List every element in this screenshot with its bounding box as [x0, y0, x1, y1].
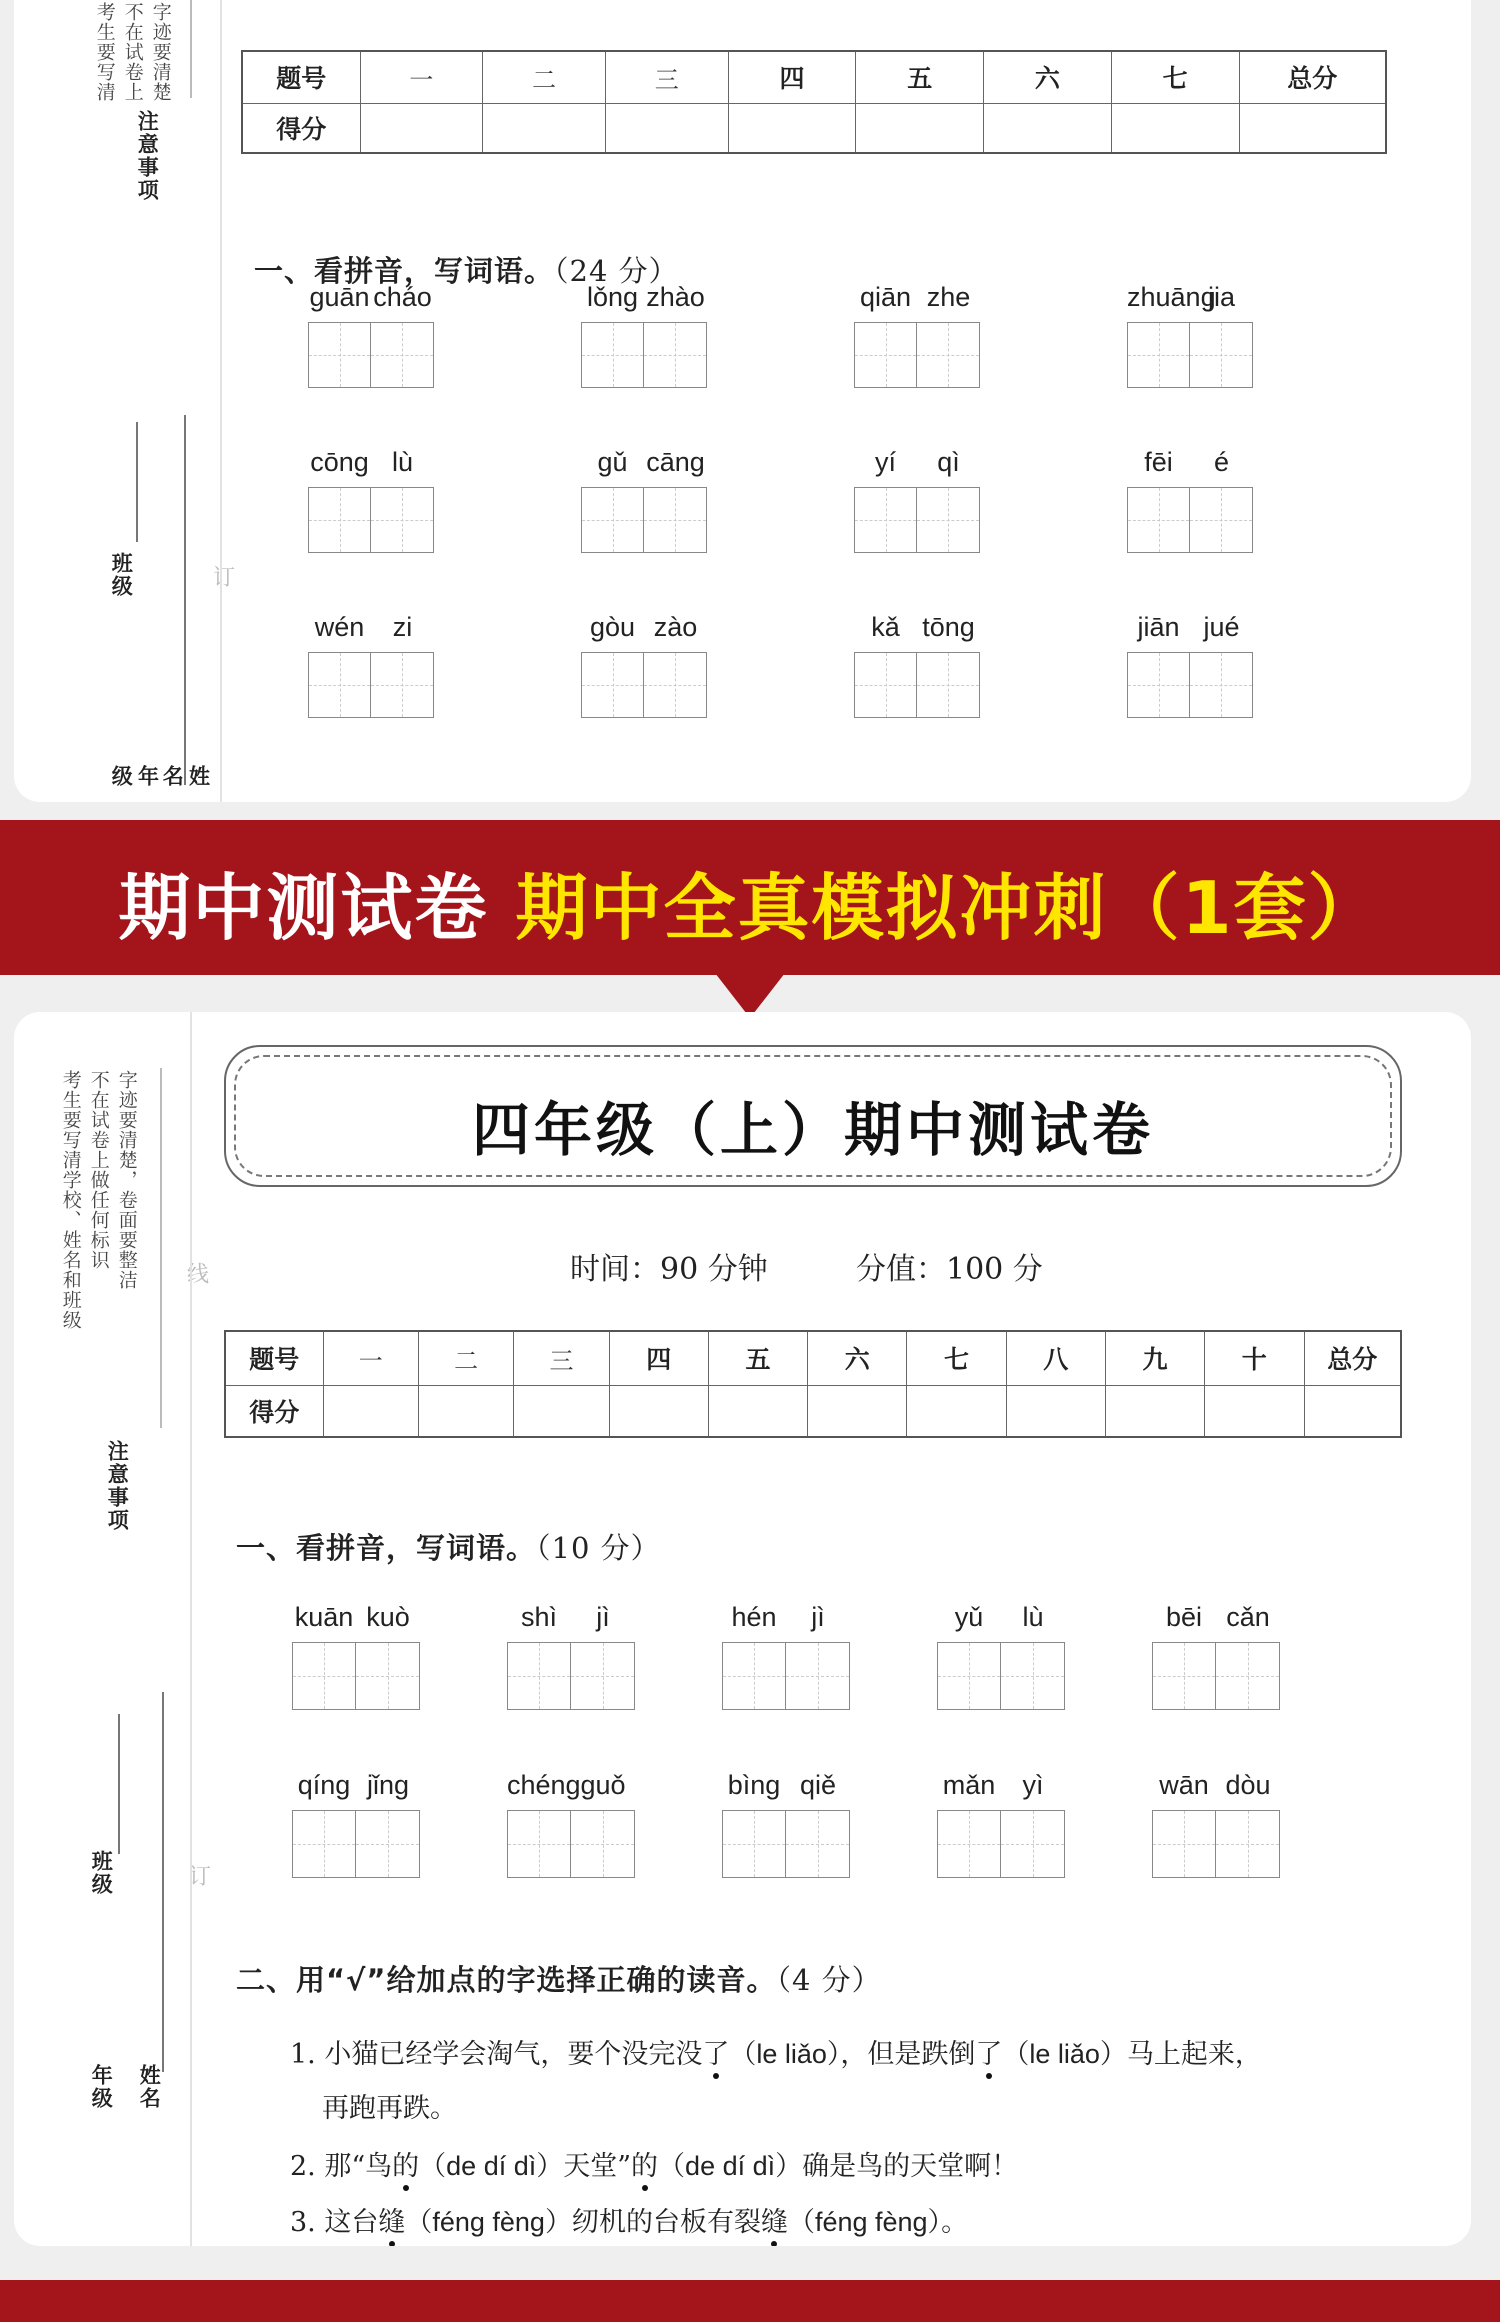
pinyin-word-box [581, 612, 707, 718]
writing-grid[interactable] [854, 487, 980, 553]
time-info: 时间：90 分钟 [570, 1252, 768, 1287]
title-frame [224, 1045, 1402, 1187]
score-table [241, 50, 1387, 154]
notice-divider [160, 1068, 162, 1428]
pinyin-syllable: zào [653, 612, 698, 642]
score-table [224, 1330, 1402, 1438]
pinyin-label [937, 1770, 1065, 1810]
section-1-title: 一、看拼音，写词语。（24 分） [254, 254, 679, 288]
score-cell [360, 103, 483, 153]
tian-zi-ge-cell[interactable] [1153, 1811, 1216, 1877]
pinyin-label [581, 447, 707, 487]
tian-zi-ge-cell[interactable] [1128, 323, 1190, 387]
pinyin-label [854, 282, 980, 322]
pinyin-label [507, 1602, 635, 1642]
pinyin-syllable: qiān [859, 282, 912, 312]
pinyin-syllable: mǎn [942, 1770, 996, 1800]
tian-zi-ge-cell[interactable] [855, 488, 917, 552]
xian-mark: 线 [183, 1262, 209, 1285]
writing-grid[interactable] [1152, 1642, 1280, 1710]
pinyin-syllable: tōng [922, 612, 975, 642]
tian-zi-ge-cell[interactable] [371, 653, 433, 717]
pinyin-label [1127, 282, 1253, 322]
tian-zi-ge-cell[interactable] [1216, 1643, 1279, 1709]
pinyin-syllable: gòu [589, 612, 636, 642]
pinyin-syllable: guǒ [580, 1770, 626, 1800]
notice-text-1: 考生要写清学校、姓名和班级 [59, 1070, 82, 1330]
tian-zi-ge-cell[interactable] [371, 323, 433, 387]
bottom-exam-paper [14, 1012, 1471, 2246]
table-header: 二 [418, 1331, 513, 1385]
pinyin-syllable: jiān [1137, 612, 1180, 642]
writing-grid[interactable] [937, 1642, 1065, 1710]
pinyin-syllable: shì [520, 1602, 558, 1632]
grade-label: 年级 [109, 765, 160, 788]
class-label: 班级 [89, 1850, 114, 1896]
class-label: 班级 [109, 552, 134, 598]
tian-zi-ge-cell[interactable] [917, 488, 979, 552]
table-header: 六 [984, 51, 1112, 103]
next-section-banner [0, 2280, 1500, 2322]
tian-zi-ge-cell[interactable] [309, 488, 371, 552]
pinyin-syllable: kuān [294, 1602, 354, 1632]
table-header: 六 [808, 1331, 907, 1385]
tian-zi-ge-cell[interactable] [1190, 653, 1252, 717]
name-label: 姓名 [137, 2064, 162, 2110]
tian-zi-ge-cell[interactable] [938, 1811, 1001, 1877]
question-1-option-a[interactable]: （le liǎo） [729, 2039, 841, 2069]
pinyin-syllable: dòu [1225, 1770, 1271, 1800]
pinyin-word-box [308, 612, 434, 718]
name-label: 姓名 [160, 765, 211, 788]
pinyin-word-box [581, 282, 707, 388]
tian-zi-ge-cell[interactable] [309, 653, 371, 717]
pinyin-label [308, 282, 434, 322]
pinyin-syllable: jué [1203, 612, 1240, 642]
pinyin-syllable: yì [1022, 1770, 1044, 1800]
tian-zi-ge-cell[interactable] [644, 653, 706, 717]
pinyin-syllable: kǎ [871, 612, 900, 642]
pinyin-syllable: é [1213, 447, 1230, 477]
tian-zi-ge-cell[interactable] [938, 1643, 1001, 1709]
pinyin-syllable: kuò [366, 1602, 410, 1632]
pinyin-word-box [1127, 447, 1253, 553]
score-value-info: 分值：100 分 [856, 1252, 1043, 1287]
banner-title [0, 850, 1500, 954]
score-cell [907, 1385, 1006, 1437]
pinyin-word-box [1152, 1770, 1280, 1878]
pinyin-syllable: bìng [727, 1770, 781, 1800]
pinyin-syllable: cāng [646, 447, 705, 477]
pinyin-word-box [854, 612, 980, 718]
table-header: 四 [609, 1331, 708, 1385]
score-cell [1105, 1385, 1204, 1437]
pinyin-syllable: wén [314, 612, 365, 642]
tian-zi-ge-cell[interactable] [371, 488, 433, 552]
pinyin-syllable: jia [1207, 282, 1235, 312]
tian-zi-ge-cell[interactable] [356, 1811, 419, 1877]
pinyin-label [507, 1770, 635, 1810]
score-cell [984, 103, 1112, 153]
question-2-option-a[interactable]: （de dí dì） [419, 2151, 564, 2181]
pinyin-syllable: qì [937, 447, 960, 477]
binding-strip [14, 0, 235, 802]
pinyin-syllable: yǔ [954, 1602, 984, 1632]
pinyin-word-box [1127, 282, 1253, 388]
pinyin-label [1152, 1602, 1280, 1642]
tian-zi-ge-cell[interactable] [786, 1811, 849, 1877]
notice-label: 注意事项 [105, 1440, 130, 1532]
table-header: 题号 [242, 51, 360, 103]
writing-grid[interactable] [1127, 322, 1253, 388]
pinyin-word-box [292, 1602, 420, 1710]
name-line [184, 415, 186, 785]
banner-white-text: 期中测试卷 [118, 866, 489, 950]
pinyin-syllable: guān [309, 282, 370, 312]
writing-grid[interactable] [507, 1642, 635, 1710]
notice-text-2: 不在试卷上做任何标识 [87, 1070, 110, 1270]
tian-zi-ge-cell[interactable] [1190, 323, 1252, 387]
pinyin-label [308, 612, 434, 652]
writing-grid[interactable] [308, 487, 434, 553]
ding-mark: 订 [209, 565, 235, 588]
writing-grid[interactable] [854, 652, 980, 718]
table-header: 题号 [225, 1331, 323, 1385]
pinyin-syllable: jǐng [366, 1770, 410, 1800]
pinyin-word-box [507, 1602, 635, 1710]
pinyin-word-box [1127, 612, 1253, 718]
question-1: 1. 小猫已经学会淘气，要个没完没了（le liǎo），但是跌倒了（le liǎo）马上起来， [290, 2039, 1262, 2070]
pinyin-syllable: qiě [799, 1770, 837, 1800]
pinyin-syllable: jì [596, 1602, 610, 1632]
pinyin-label [1152, 1770, 1280, 1810]
score-cell [856, 103, 984, 153]
pinyin-syllable: jì [811, 1602, 825, 1632]
score-cell [323, 1385, 418, 1437]
table-header: 总分 [1304, 1331, 1401, 1385]
pinyin-word-box [507, 1770, 635, 1878]
tian-zi-ge-cell[interactable] [571, 1811, 634, 1877]
pinyin-label [937, 1602, 1065, 1642]
score-cell [1239, 103, 1386, 153]
tian-zi-ge-cell[interactable] [855, 323, 917, 387]
pinyin-word-box [854, 447, 980, 553]
notice-text-3: 字迹要清楚，卷面要整洁 [115, 1070, 138, 1290]
tian-zi-ge-cell[interactable] [508, 1643, 571, 1709]
pinyin-word-box [581, 447, 707, 553]
table-header: 八 [1006, 1331, 1105, 1385]
pinyin-word-box [854, 282, 980, 388]
binding-rule [190, 1012, 192, 2246]
grade-label: 年级 [89, 2064, 114, 2110]
pinyin-word-box [722, 1770, 850, 1878]
tian-zi-ge-cell[interactable] [508, 1811, 571, 1877]
writing-grid[interactable] [1127, 652, 1253, 718]
pinyin-word-box [722, 1602, 850, 1710]
pinyin-word-box [308, 447, 434, 553]
tian-zi-ge-cell[interactable] [644, 323, 706, 387]
pinyin-label [854, 612, 980, 652]
score-row-label: 得分 [225, 1385, 323, 1437]
pinyin-syllable: bēi [1165, 1602, 1203, 1632]
section-1-title: 一、看拼音，写词语。（10 分） [236, 1531, 661, 1565]
score-cell [483, 103, 606, 153]
score-cell [418, 1385, 513, 1437]
pinyin-label [1127, 612, 1253, 652]
pinyin-word-box [937, 1770, 1065, 1878]
tian-zi-ge-cell[interactable] [1190, 488, 1252, 552]
pinyin-word-box [1152, 1602, 1280, 1710]
question-3-option-b[interactable]: （féng fèng） [787, 2207, 942, 2237]
tian-zi-ge-cell[interactable] [855, 653, 917, 717]
table-header: 二 [483, 51, 606, 103]
table-header: 总分 [1239, 51, 1386, 103]
class-line [136, 422, 138, 542]
ding-mark: 订 [185, 1864, 211, 1887]
table-header: 七 [1111, 51, 1239, 103]
page-title: 四年级（上）期中测试卷 [471, 1096, 1154, 1164]
pinyin-syllable: yí [874, 447, 896, 477]
pinyin-syllable: lù [1022, 1602, 1044, 1632]
pinyin-label [854, 447, 980, 487]
table-header: 十 [1205, 1331, 1304, 1385]
writing-grid[interactable] [581, 322, 707, 388]
pinyin-label [722, 1770, 850, 1810]
pinyin-syllable: lù [391, 447, 413, 477]
pinyin-label [722, 1602, 850, 1642]
notice-label: 注意事项 [135, 110, 160, 202]
pinyin-label [581, 612, 707, 652]
table-header: 三 [605, 51, 728, 103]
tian-zi-ge-cell[interactable] [1153, 1643, 1216, 1709]
pinyin-syllable: cháo [373, 282, 432, 312]
pinyin-label [308, 447, 434, 487]
question-2: 2. 那“鸟的（de dí dì）天堂”的（de dí dì）确是鸟的天堂啊！ [290, 2151, 1019, 2182]
tian-zi-ge-cell[interactable] [723, 1643, 786, 1709]
pinyin-syllable: zhe [926, 282, 971, 312]
question-3-option-a[interactable]: （féng fèng） [405, 2207, 572, 2237]
binding-rule [220, 0, 222, 802]
pinyin-syllable: fēi [1144, 447, 1173, 477]
table-header: 九 [1105, 1331, 1204, 1385]
section-2-title: 二、用“√”给加点的字选择正确的读音。（4 分） [236, 1963, 882, 1997]
table-header: 一 [360, 51, 483, 103]
tian-zi-ge-cell[interactable] [309, 323, 371, 387]
writing-grid[interactable] [854, 322, 980, 388]
notice-text-3: 字迹要清楚 [149, 2, 172, 102]
tian-zi-ge-cell[interactable] [1001, 1643, 1064, 1709]
score-cell [1006, 1385, 1105, 1437]
binding-strip [14, 1012, 214, 2246]
score-cell [605, 103, 728, 153]
score-cell [728, 103, 856, 153]
tian-zi-ge-cell[interactable] [582, 488, 644, 552]
pinyin-word-box [308, 282, 434, 388]
tian-zi-ge-cell[interactable] [582, 653, 644, 717]
question-3: 3. 这台缝（féng fèng）纫机的台板有裂缝（féng fèng）。 [290, 2207, 969, 2238]
score-cell [708, 1385, 807, 1437]
tian-zi-ge-cell[interactable] [293, 1811, 356, 1877]
pinyin-syllable: cǎn [1226, 1602, 1270, 1632]
tian-zi-ge-cell[interactable] [1128, 488, 1190, 552]
writing-grid[interactable] [722, 1642, 850, 1710]
writing-grid[interactable] [292, 1642, 420, 1710]
table-header: 一 [323, 1331, 418, 1385]
writing-grid[interactable] [581, 487, 707, 553]
score-row-label: 得分 [242, 103, 360, 153]
table-header: 三 [514, 1331, 609, 1385]
tian-zi-ge-cell[interactable] [582, 323, 644, 387]
tian-zi-ge-cell[interactable] [644, 488, 706, 552]
pinyin-word-box [937, 1602, 1065, 1710]
score-cell [609, 1385, 708, 1437]
pinyin-word-box [292, 1770, 420, 1878]
pinyin-label [292, 1602, 420, 1642]
notice-text-1: 考生要写清 [93, 2, 116, 102]
table-header: 五 [708, 1331, 807, 1385]
tian-zi-ge-cell[interactable] [356, 1643, 419, 1709]
table-header: 四 [728, 51, 856, 103]
writing-grid[interactable] [581, 652, 707, 718]
notice-text-2: 不在试卷上 [121, 2, 144, 102]
pinyin-label [292, 1770, 420, 1810]
tian-zi-ge-cell[interactable] [1216, 1811, 1279, 1877]
score-cell [1111, 103, 1239, 153]
table-header: 七 [907, 1331, 1006, 1385]
writing-grid[interactable] [937, 1810, 1065, 1878]
class-line [118, 1714, 120, 1854]
banner-yellow-text: 期中全真模拟冲刺（1套） [515, 866, 1382, 950]
score-cell [808, 1385, 907, 1437]
name-line [162, 1692, 164, 2072]
writing-grid[interactable] [308, 652, 434, 718]
tian-zi-ge-cell[interactable] [1128, 653, 1190, 717]
tian-zi-ge-cell[interactable] [571, 1643, 634, 1709]
pinyin-syllable: chéng [507, 1770, 581, 1800]
pinyin-syllable: hén [731, 1602, 777, 1632]
tian-zi-ge-cell[interactable] [917, 323, 979, 387]
section-banner [0, 820, 1500, 975]
pinyin-syllable: zhào [646, 282, 705, 312]
tian-zi-ge-cell[interactable] [723, 1811, 786, 1877]
pinyin-syllable: wān [1159, 1770, 1209, 1800]
score-cell [1205, 1385, 1304, 1437]
writing-grid[interactable] [1152, 1810, 1280, 1878]
question-1-option-b[interactable]: （le liǎo） [1002, 2039, 1127, 2069]
question-2-option-b[interactable]: （de dí dì） [658, 2151, 803, 2181]
writing-grid[interactable] [507, 1810, 635, 1878]
tian-zi-ge-cell[interactable] [1001, 1811, 1064, 1877]
pinyin-syllable: qíng [297, 1770, 351, 1800]
pinyin-syllable: cōng [310, 447, 369, 477]
table-header: 五 [856, 51, 984, 103]
pinyin-label [581, 282, 707, 322]
pinyin-syllable: zhuāng [1127, 282, 1216, 312]
writing-grid[interactable] [722, 1810, 850, 1878]
pinyin-syllable: zi [392, 612, 413, 642]
notice-divider [190, 0, 192, 98]
tian-zi-ge-cell[interactable] [917, 653, 979, 717]
pinyin-syllable: gǔ [597, 447, 628, 477]
writing-grid[interactable] [292, 1810, 420, 1878]
writing-grid[interactable] [308, 322, 434, 388]
tian-zi-ge-cell[interactable] [786, 1643, 849, 1709]
pinyin-label [1127, 447, 1253, 487]
pinyin-syllable: lǒng [586, 282, 639, 312]
score-cell [514, 1385, 609, 1437]
top-exam-paper [14, 0, 1471, 802]
question-1-continued: 再跑再跌。 [322, 2093, 457, 2124]
writing-grid[interactable] [1127, 487, 1253, 553]
score-cell [1304, 1385, 1401, 1437]
tian-zi-ge-cell[interactable] [293, 1643, 356, 1709]
